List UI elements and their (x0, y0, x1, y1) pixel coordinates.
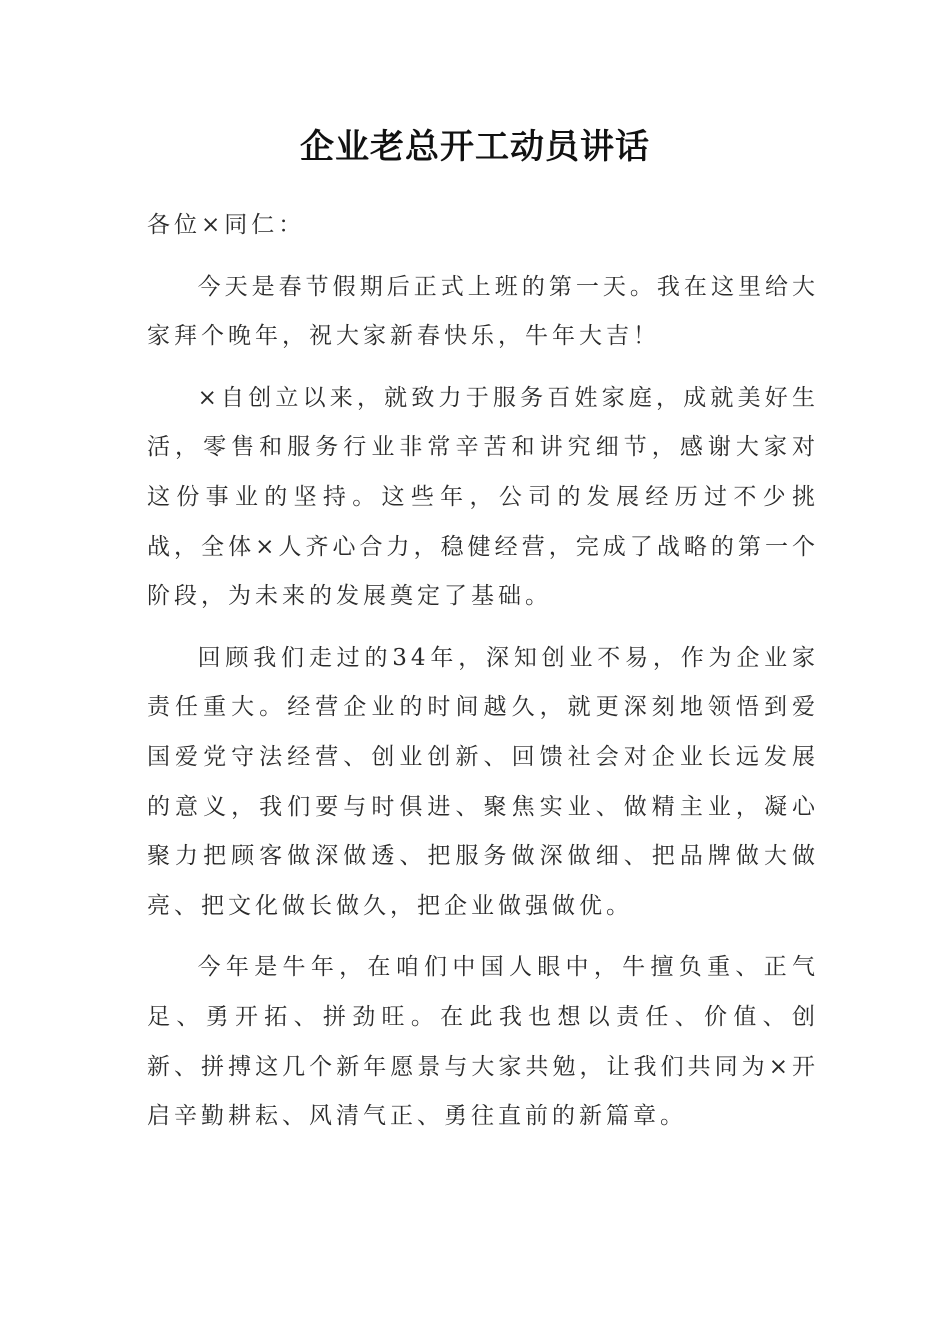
paragraph-history: ×自创立以来，就致力于服务百姓家庭，成就美好生活，零售和服务行业非常辛苦和讲究细节，感谢大家对这份事业的坚持。这些年，公司的发展经历过不少挑战，全体×人齐心合力，稳健经营，完成了战略的第一个阶段，为未来的发展奠定了基础。 (147, 384, 819, 610)
salutation: 各位×同仁： (147, 212, 306, 238)
paragraph-greeting: 今天是春节假期后正式上班的第一天。我在这里给大家拜个晚年，祝大家新春快乐，牛年大吉！ (147, 273, 819, 350)
paragraph-review: 回顾我们走过的34年，深知创业不易，作为企业家责任重大。经营企业的时间越久，就更深刻地领悟到爱国爱党守法经营、创业创新、回馈社会对企业长远发展的意义，我们要与时俱进、聚焦实业、做精主业，凝心聚力把顾客做深做透、把服务做深做细、把品牌做大做亮、把文化做长做久，把企业做强做优。 (147, 644, 819, 919)
paragraph-vision: 今年是牛年，在咱们中国人眼中，牛擅负重、正气足、勇开拓、拼劲旺。在此我也想以责任、价值、创新、拼搏这几个新年愿景与大家共勉，让我们共同为×开启辛勤耕耘、风清气正、勇往直前的新篇章。 (147, 954, 819, 1130)
document-title: 企业老总开工动员讲话 (300, 127, 650, 167)
document-body (147, 201, 819, 1154)
